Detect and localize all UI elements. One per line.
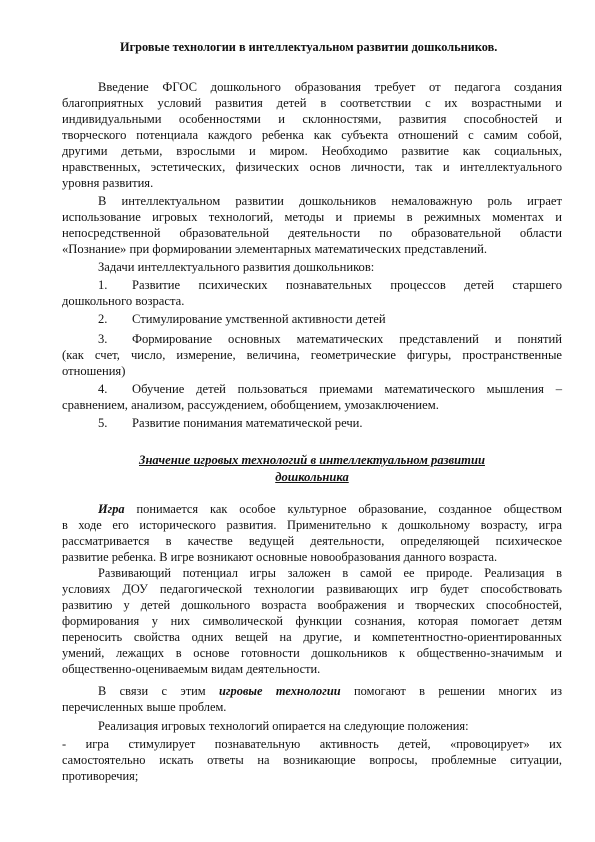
- section-line: [98, 684, 562, 700]
- section-line: в ходе его исторического развития. Применительно к дошкольному возрасту, игра: [62, 518, 562, 532]
- task-line: Стимулирование умственной активности детей: [132, 312, 386, 326]
- section-line: умений, лежащих в основе готовности дошкольников к общественно-значимым и: [62, 646, 562, 660]
- section-line: - игра стимулирует познавательную активность детей, «провоцирует» их: [62, 737, 562, 751]
- section-line: условиях ДОУ педагогической технологии развивающих игр будет способствовать: [62, 582, 562, 596]
- task-line: Формирование основных математических представлений и понятий: [132, 332, 562, 346]
- section-line: Реализация игровых технологий опирается на следующие положения:: [98, 719, 469, 733]
- task-line: (как счет, число, измерение, величина, геометрические фигуры, пространственные: [62, 348, 562, 362]
- document-title: Игровые технологии в интеллектуальном развитии дошкольников.: [120, 40, 498, 54]
- tasks-heading: Задачи интеллектуального развития дошкольников:: [98, 260, 375, 274]
- section-line: развитие ребенка. В игре возникают основные новообразования данного возраста.: [62, 550, 498, 564]
- task-line: Развитие понимания математической речи.: [132, 416, 363, 430]
- intro-line: уровня развития.: [62, 176, 154, 190]
- section-heading-line: Значение игровых технологий в интеллектуальном развитии: [139, 453, 485, 467]
- intro-line: нравственных, эстетических, физических основ личности, так и интеллектуального: [62, 160, 562, 174]
- section-line: рассматривается в качестве ведущей деятельности, определяющей психическое: [62, 534, 562, 548]
- task-number: 3.: [98, 332, 108, 346]
- intro-line: Введение ФГОС дошкольного образования требует от педагога создания: [98, 80, 562, 94]
- task-number: 4.: [98, 382, 108, 396]
- paragraph-line: использование игровых технологий, методы и приемы в режимных моментах и: [62, 210, 562, 224]
- section-line: переносить свойства одних вещей на другие, и компетентностно-ориентированных: [62, 630, 562, 644]
- intro-line: другими детьми, взрослыми и миром. Необходимо развитие как социальных,: [62, 144, 562, 158]
- paragraph-line: «Познание» при формировании элементарных математических представлений.: [62, 242, 488, 256]
- section-line: перечисленных выше проблем.: [62, 700, 227, 714]
- section-heading-line: дошкольника: [275, 470, 349, 484]
- intro-line: благоприятных условий развития детей в соответствии с их возрастными и: [62, 96, 562, 110]
- task-number: 5.: [98, 416, 108, 430]
- task-line: дошкольного возраста.: [62, 294, 185, 308]
- task-line: отношения): [62, 364, 126, 378]
- section-line: развитию у детей дошкольного возраста воображения и творческих способностей,: [62, 598, 562, 612]
- section-line: противоречия;: [62, 769, 139, 783]
- paragraph-line: непосредственной образовательной деятельности по образовательной области: [62, 226, 562, 240]
- section-line: Развивающий потенциал игры заложен в самой ее природе. Реализация в: [98, 566, 562, 580]
- term-game-technologies: игровые технологии: [219, 684, 341, 698]
- task-line: Развитие психических познавательных процессов детей старшего: [132, 278, 562, 292]
- task-number: 2.: [98, 312, 108, 326]
- intro-line: индивидуальными особенностями и склонностями, развития способностей и: [62, 112, 562, 126]
- section-line: самостоятельно искать ответы на возникающие вопросы, проблемные ситуации,: [62, 753, 562, 767]
- section-line: формирования у них символической функции сознания, которая помогает детям: [62, 614, 562, 628]
- section-line: [98, 502, 562, 518]
- section-text: В связи с этим: [98, 684, 220, 698]
- section-line: общественно-оцениваемым видам деятельности.: [62, 662, 321, 676]
- task-number: 1.: [98, 278, 108, 292]
- task-line: Обучение детей пользоваться приемами математического мышления –: [132, 382, 562, 396]
- paragraph-line: В интеллектуальном развитии дошкольников немаловажную роль играет: [98, 194, 562, 208]
- intro-line: творческого потенциала каждого ребенка как субъекта отношений с самим собой,: [62, 128, 562, 142]
- section-text: помогают в решении многих из: [340, 684, 562, 698]
- task-line: сравнением, анализом, рассуждением, обобщением, умозаключением.: [62, 398, 439, 412]
- section-text: понимается как особое культурное образование, созданное обществом: [124, 502, 562, 516]
- term-game: Игра: [98, 502, 125, 516]
